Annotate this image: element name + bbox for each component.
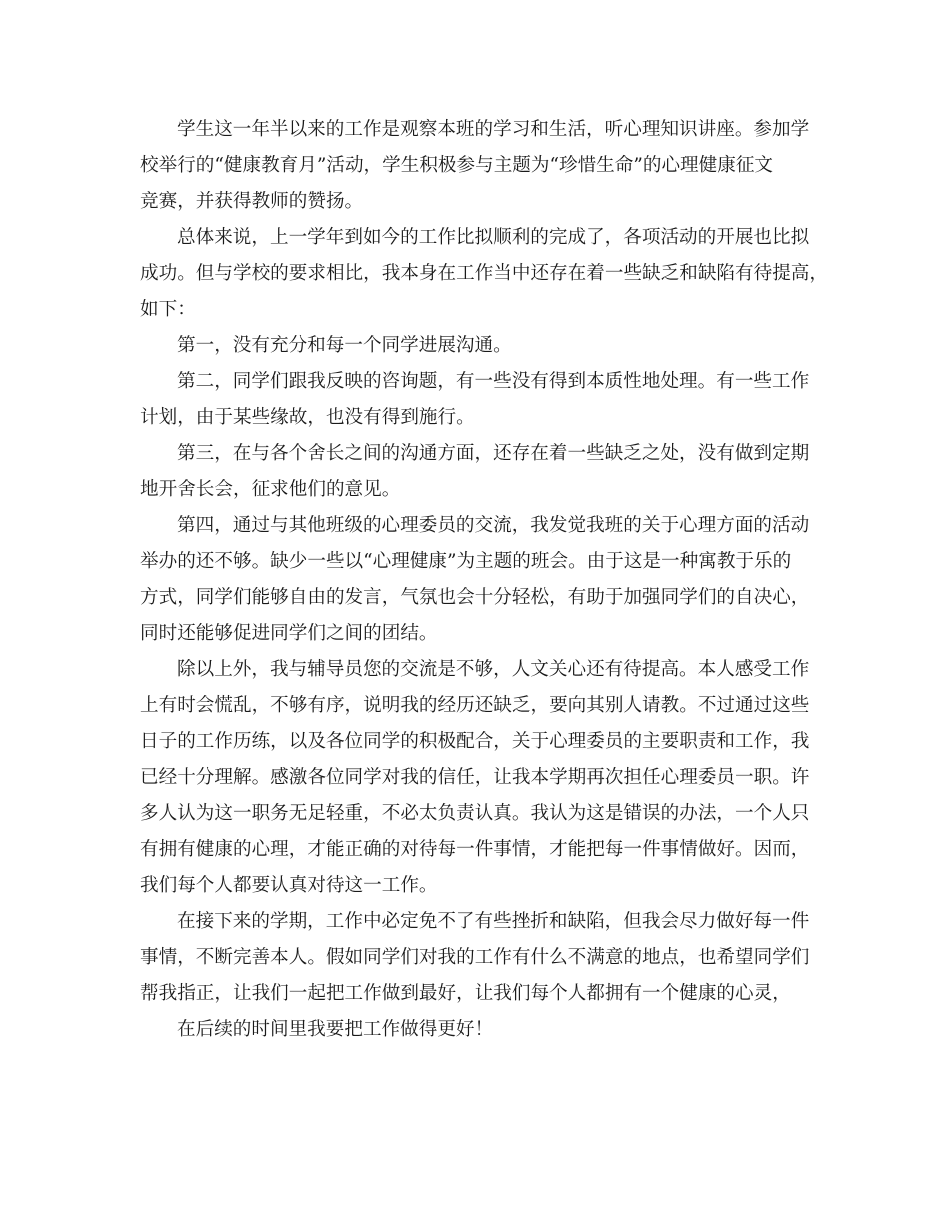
- text-line: 计划，由于某些缘故，也没有得到施行。: [140, 407, 475, 428]
- text-line: 第四，通过与其他班级的心理委员的交流，我发觉我班的关于心理方面的活动: [177, 515, 810, 536]
- text-line: 在接下来的学期，工作中必定免不了有些挫折和缺陷，但我会尽力做好每一件: [177, 911, 810, 932]
- text-line: 第三，在与各个舍长之间的沟通方面，还存在着一些缺乏之处，没有做到定期: [177, 443, 810, 464]
- text-line: 多人认为这一职务无足轻重，不必太负责认真。我认为这是错误的办法，一个人只: [140, 803, 810, 824]
- document-body: [140, 112, 828, 1048]
- text-line: 在后续的时间里我要把工作做得更好！: [177, 1019, 494, 1040]
- text-line: 第一，没有充分和每一个同学进展沟通。: [177, 335, 512, 356]
- text-line: 举办的还不够。缺少一些以“心理健康”为主题的班会。由于这是一种寓教于乐的: [140, 551, 792, 572]
- text-line: 帮我指正，让我们一起把工作做到最好，让我们每个人都拥有一个健康的心灵，: [140, 983, 791, 1004]
- text-line: 上有时会慌乱，不够有序，说明我的经历还缺乏，要向其别人请教。不过通过这些: [140, 695, 810, 716]
- text-line: 有拥有健康的心理，才能正确的对待每一件事情，才能把每一件事情做好。因而，: [140, 839, 810, 860]
- text-line: 同时还能够促进同学们之间的团结。: [140, 623, 438, 644]
- text-line: 第二，同学们跟我反映的咨询题，有一些没有得到本质性地处理。有一些工作: [177, 371, 810, 392]
- text-line: 竞赛，并获得教师的赞扬。: [140, 191, 364, 212]
- text-line: 地开舍长会，征求他们的意见。: [140, 479, 401, 500]
- text-line: 日子的工作历练，以及各位同学的积极配合，关于心理委员的主要职责和工作，我: [140, 731, 810, 752]
- text-line: 学生这一年半以来的工作是观察本班的学习和生活，听心理知识讲座。参加学: [177, 119, 810, 140]
- text-line: 我们每个人都要认真对待这一工作。: [140, 875, 438, 896]
- text-line: 事情，不断完善本人。假如同学们对我的工作有什么不满意的地点，也希望同学们: [140, 947, 810, 968]
- text-line: 总体来说，上一学年到如今的工作比拟顺利的完成了，各项活动的开展也比拟: [177, 227, 810, 248]
- text-line: 已经十分理解。感激各位同学对我的信任，让我本学期再次担任心理委员一职。许: [140, 767, 810, 788]
- text-line: 除以上外，我与辅导员您的交流是不够，人文关心还有待提高。本人感受工作: [177, 659, 810, 680]
- text-line: 如下：: [140, 299, 196, 320]
- text-line: 方式，同学们能够自由的发言，气氛也会十分轻松，有助于加强同学们的自决心，: [140, 587, 810, 608]
- text-line: 成功。但与学校的要求相比，我本身在工作当中还存在着一些缺乏和缺陷有待提高，: [140, 263, 828, 284]
- text-line: 校举行的“健康教育月”活动，学生积极参与主题为“珍惜生命”的心理健康征文: [140, 155, 774, 176]
